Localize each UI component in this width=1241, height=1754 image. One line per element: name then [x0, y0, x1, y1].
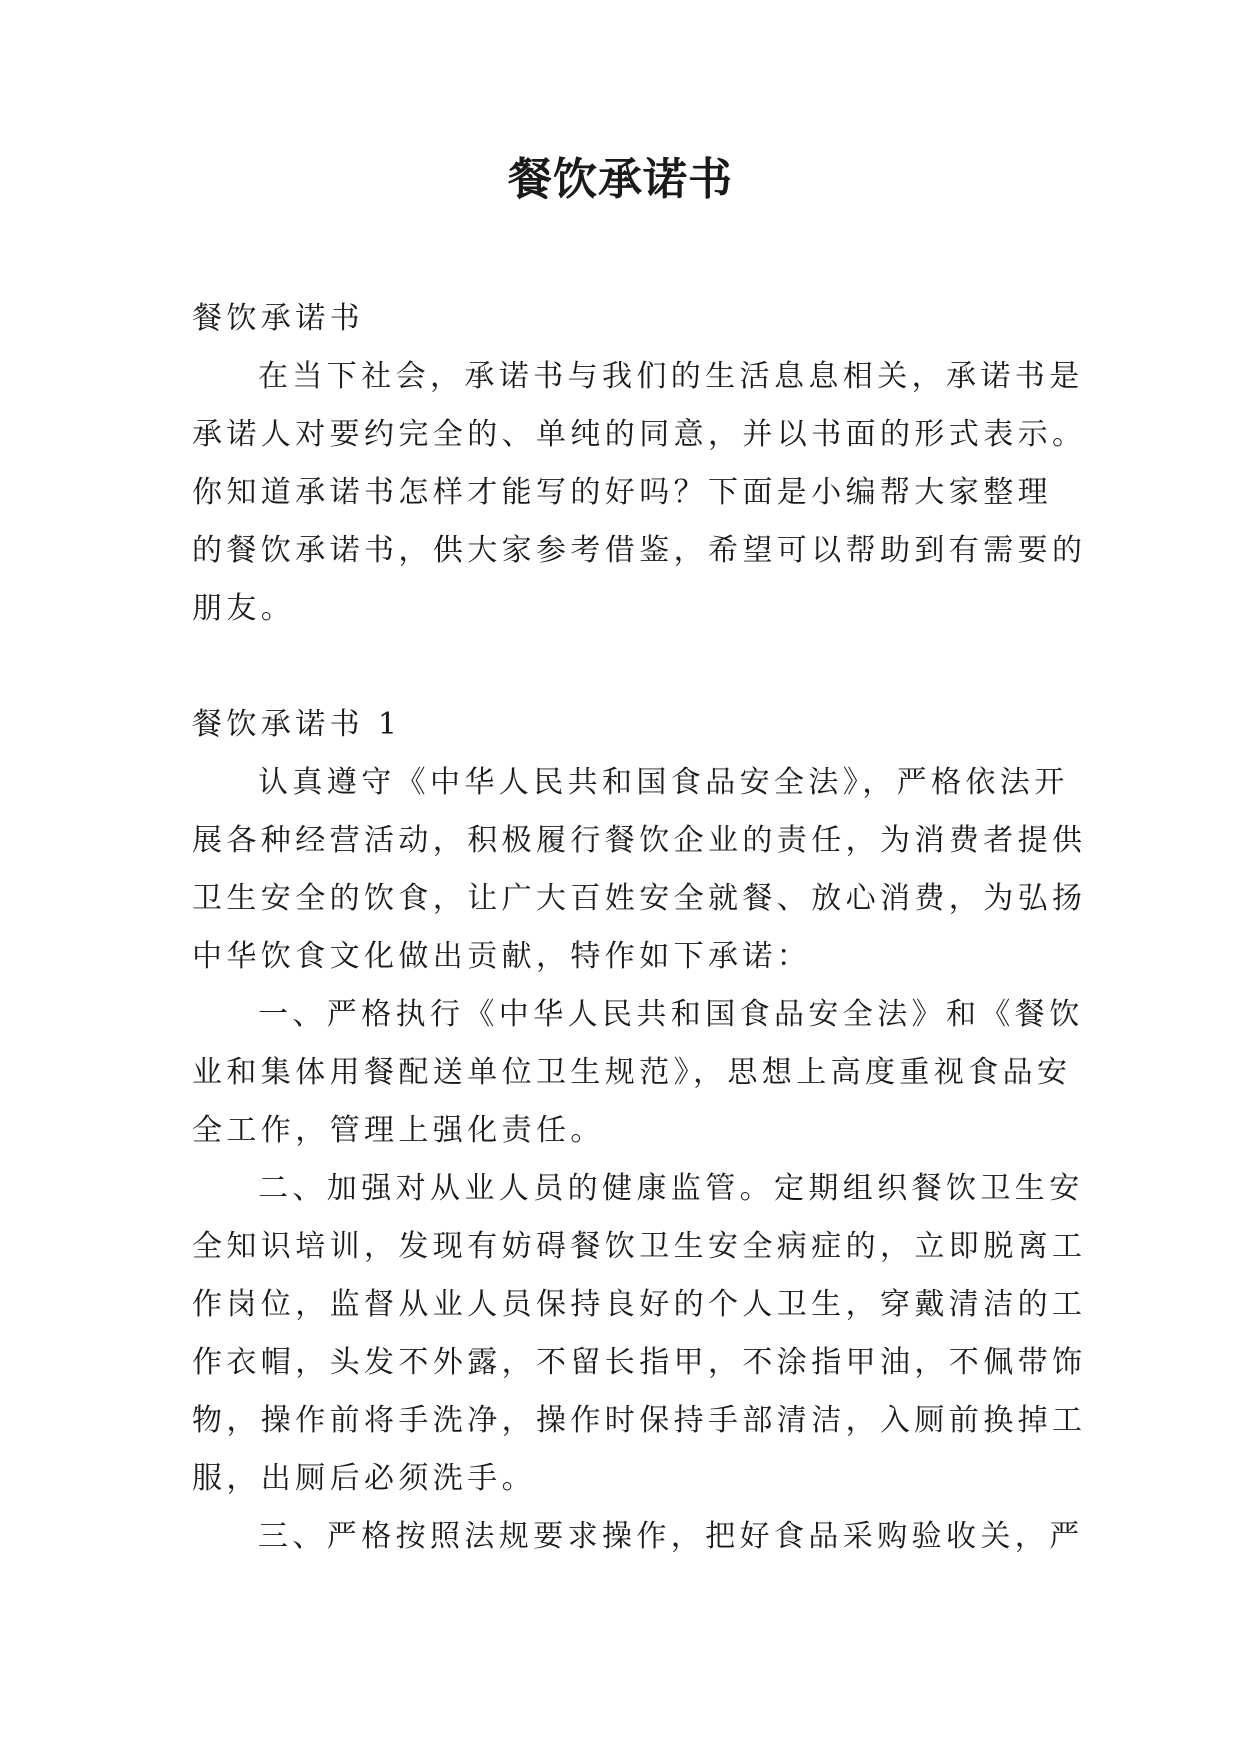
- paragraph-line: 一、严格执行《中华人民共和国食品安全法》和《餐饮: [258, 997, 1084, 1032]
- paragraph-line: 二、加强对从业人员的健康监管。定期组织餐饮卫生安: [258, 1171, 1084, 1206]
- paragraph-line: 服，出厕后必须洗手。: [192, 1461, 536, 1496]
- intro-line: 的餐饮承诺书，供大家参考借鉴，希望可以帮助到有需要的: [192, 533, 1087, 568]
- document-body: [192, 290, 1087, 1566]
- document-title: 餐饮承诺书: [508, 154, 733, 205]
- paragraph-line: 中华饮食文化做出贡献，特作如下承诺：: [192, 939, 812, 974]
- intro-line: 在当下社会，承诺书与我们的生活息息相关，承诺书是: [258, 359, 1084, 394]
- paragraph-line: 作岗位，监督从业人员保持良好的个人卫生，穿戴清洁的工: [192, 1287, 1087, 1322]
- paragraph-gap: [192, 638, 1062, 696]
- paragraph-line: 卫生安全的饮食，让广大百姓安全就餐、放心消费，为弘扬: [192, 881, 1087, 916]
- paragraph-line: 业和集体用餐配送单位卫生规范》，思想上高度重视食品安: [192, 1055, 1072, 1090]
- paragraph-line: 全工作，管理上强化责任。: [192, 1113, 605, 1148]
- intro-line: 承诺人对要约完全的、单纯的同意，并以书面的形式表示。: [192, 417, 1087, 452]
- paragraph-line: 展各种经营活动，积极履行餐饮企业的责任，为消费者提供: [192, 823, 1087, 858]
- intro-line: 你知道承诺书怎样才能写的好吗？下面是小编帮大家整理: [192, 475, 1052, 510]
- intro-line: 朋友。: [192, 591, 296, 626]
- paragraph-line: 认真遵守《中华人民共和国食品安全法》，严格依法开: [258, 765, 1069, 800]
- paragraph-line: 三、严格按照法规要求操作，把好食品采购验收关，严: [258, 1519, 1084, 1554]
- section-heading: 餐饮承诺书 1: [192, 707, 402, 742]
- paragraph-line: 作衣帽，头发不外露，不留长指甲，不涂指甲油，不佩带饰: [192, 1345, 1087, 1380]
- document-subtitle: 餐饮承诺书: [192, 301, 364, 336]
- paragraph-line: 物，操作前将手洗净，操作时保持手部清洁，入厕前换掉工: [192, 1403, 1087, 1438]
- paragraph-line: 全知识培训，发现有妨碍餐饮卫生安全病症的，立即脱离工: [192, 1229, 1087, 1264]
